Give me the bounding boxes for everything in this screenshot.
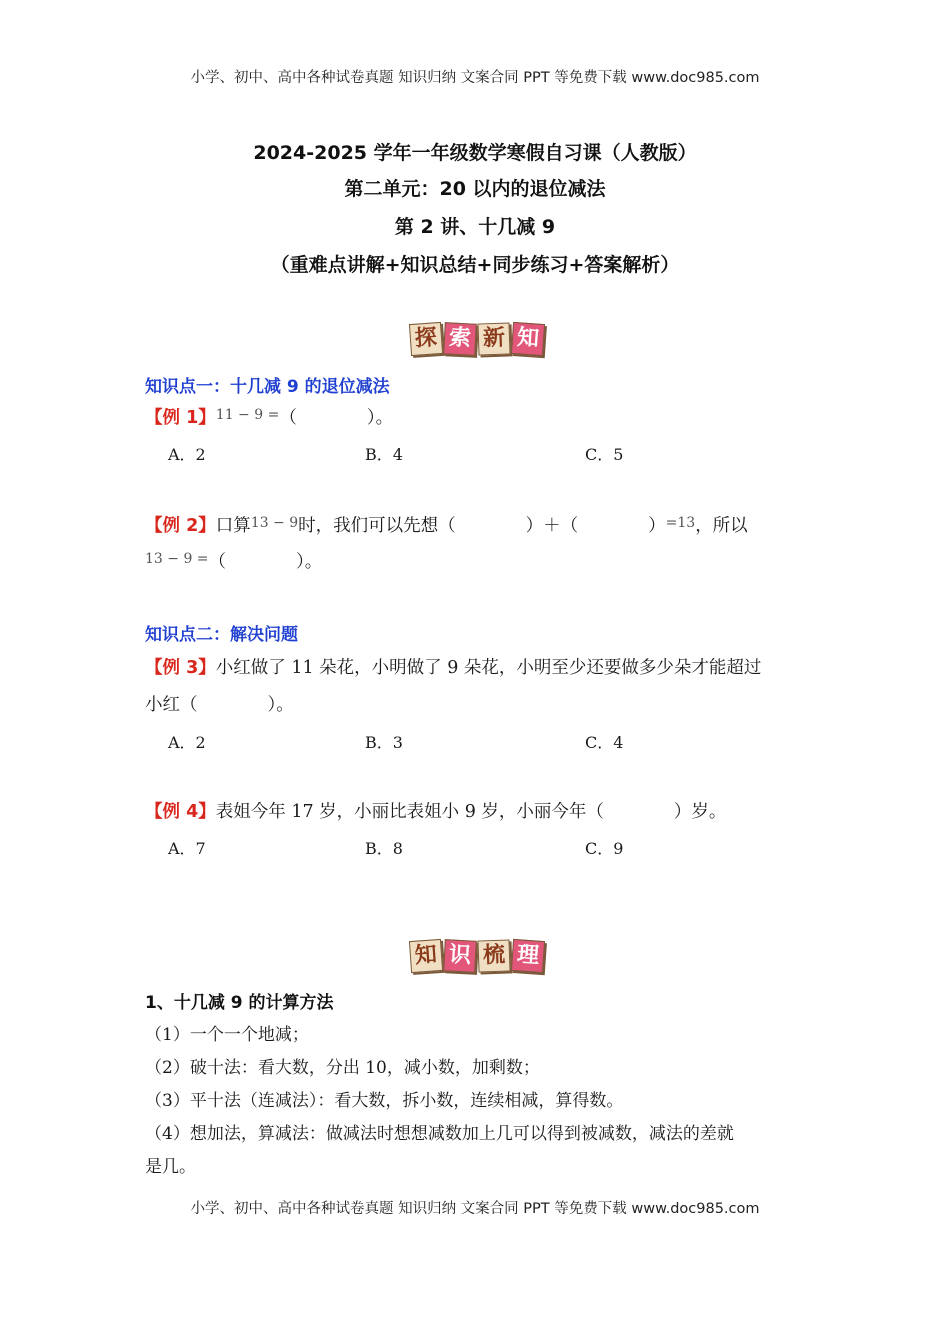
math-expression: 11 − 9 = xyxy=(215,407,280,423)
option-b: B．8 xyxy=(365,839,403,858)
math-expression: 13 − 9 xyxy=(250,515,299,531)
example-1 xyxy=(145,404,393,429)
knowledge-heading: 1、十几减 9 的计算方法 xyxy=(145,993,334,1013)
example-4 xyxy=(145,798,726,823)
knowledge-item: 是几。 xyxy=(145,1157,196,1177)
option-c: C．4 xyxy=(585,733,624,752)
text: 时，我们可以先想 xyxy=(298,516,439,536)
badge-char: 新 xyxy=(477,322,510,355)
badge-char: 探 xyxy=(409,322,443,356)
answer-blank: （ ）＋（ ） xyxy=(438,516,666,536)
section-heading-1: 知识点一：十几减 9 的退位减法 xyxy=(145,377,390,397)
badge-char: 知 xyxy=(511,322,545,356)
answer-blank: （ ）。 xyxy=(208,552,323,572)
text: 口算 xyxy=(215,516,251,536)
badge-char: 知 xyxy=(409,939,443,973)
example-2-cont xyxy=(145,548,322,573)
math-expression: =13 xyxy=(665,515,696,531)
option-b: B．3 xyxy=(365,733,403,752)
example-label: 【例 1】 xyxy=(145,408,216,428)
text: ，所以 xyxy=(695,516,748,536)
badge-char: 梳 xyxy=(477,939,510,972)
example-3 xyxy=(145,654,761,679)
example-label: 【例 3】 xyxy=(145,658,216,678)
example-label: 【例 4】 xyxy=(145,802,216,822)
doc-title-line4: （重难点讲解+知识总结+同步练习+答案解析） xyxy=(270,254,680,276)
doc-title-line1: 2024-2025 学年一年级数学寒假自习课（人教版） xyxy=(253,142,697,164)
option-a: A．2 xyxy=(168,733,206,752)
answer-blank: （ ）。 xyxy=(279,408,394,428)
knowledge-badge xyxy=(410,940,544,972)
doc-title-line3: 第 2 讲、十几减 9 xyxy=(394,216,556,238)
math-expression: 13 − 9 = xyxy=(145,551,209,567)
example-label: 【例 2】 xyxy=(145,516,216,536)
example-3-cont: 小红（ ）。 xyxy=(145,695,294,715)
option-b: B．4 xyxy=(365,445,403,464)
knowledge-item: （4）想加法，算减法：做减法时想想减数加上几可以得到被减数，减法的差就 xyxy=(145,1124,734,1144)
option-a: A．2 xyxy=(168,445,206,464)
option-c: C．9 xyxy=(585,839,624,858)
badge-char: 索 xyxy=(443,322,477,356)
knowledge-item: （3）平十法（连减法）：看大数，拆小数，连续相减，算得数。 xyxy=(145,1091,624,1111)
text: 表姐今年 17 岁，小丽比表姐小 9 岁，小丽今年（ ）岁。 xyxy=(215,802,727,822)
page-header: 小学、初中、高中各种试卷真题 知识归纳 文案合同 PPT 等免费下载 www.doc985.com xyxy=(190,70,760,86)
badge-char: 识 xyxy=(443,939,477,973)
badge-char: 理 xyxy=(511,939,545,973)
knowledge-item: （2）破十法：看大数，分出 10，减小数，加剩数； xyxy=(145,1058,540,1078)
doc-title-line2: 第二单元：20 以内的退位减法 xyxy=(344,178,606,200)
option-c: C．5 xyxy=(585,445,624,464)
section-heading-2: 知识点二：解决问题 xyxy=(145,625,298,645)
option-a: A．7 xyxy=(168,839,206,858)
explore-badge xyxy=(410,323,544,355)
knowledge-item: （1）一个一个地减； xyxy=(145,1025,309,1045)
example-2 xyxy=(145,512,748,537)
text: 小红做了 11 朵花，小明做了 9 朵花，小明至少还要做多少朵才能超过 xyxy=(215,658,762,678)
page-footer: 小学、初中、高中各种试卷真题 知识归纳 文案合同 PPT 等免费下载 www.doc985.com xyxy=(190,1201,760,1217)
